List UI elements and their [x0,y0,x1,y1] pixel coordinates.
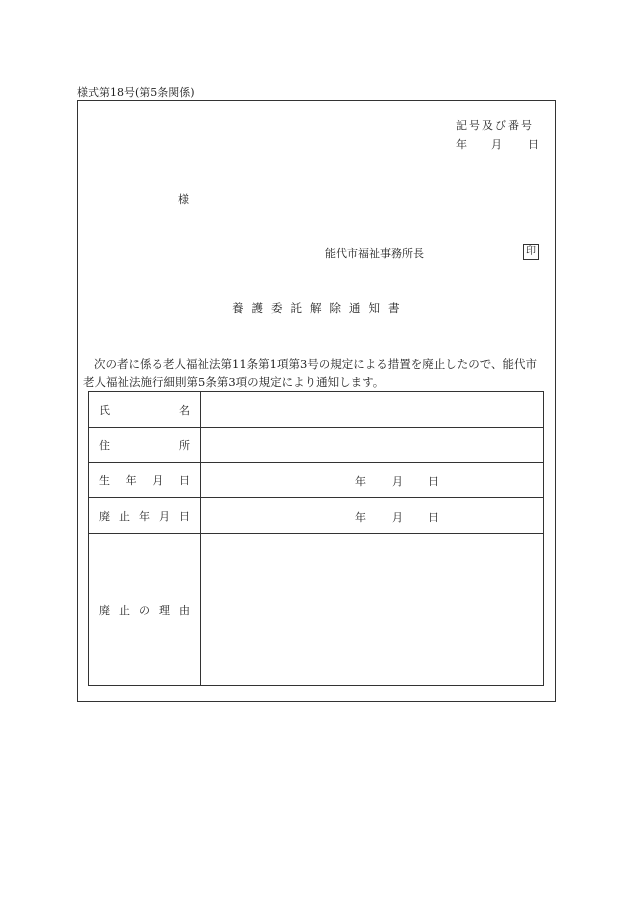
birth-date-month: 月 [392,475,403,488]
label-char: 理 [159,603,170,617]
label-char: 止 [119,509,130,523]
abolition-date-day: 日 [428,510,439,524]
label-cell-name [89,392,201,427]
value-cell-address[interactable] [201,428,543,462]
label-char: 月 [152,474,164,487]
label-char: 月 [159,509,170,523]
label-char: 年 [139,509,150,523]
value-cell-abolition-reason[interactable] [201,534,543,685]
issue-date-year: 年 [456,138,467,151]
value-cell-birth-date[interactable] [201,463,543,497]
seal-mark: 印 [523,244,539,260]
record-number-label: 記号及び番号 [456,119,534,132]
label-birth-date [99,472,190,488]
label-name [99,402,190,418]
table-row-abolition-reason [89,534,543,685]
body-text [83,355,553,391]
sender-name: 能代市福祉事務所長 [325,247,424,260]
label-char: 止 [119,603,130,617]
label-char: 日 [178,474,190,487]
birth-date-day: 日 [428,475,439,488]
issue-date-month: 月 [491,138,502,151]
body-text-line-2: 老人福祉法施行細則第5条第3項の規定により通知します。 [83,375,385,389]
abolition-date-year: 年 [355,510,366,524]
abolition-date-month: 月 [392,510,403,524]
value-cell-name[interactable] [201,392,543,427]
table-row-address [89,428,543,463]
label-char: 所 [179,439,190,452]
label-cell-birth-date [89,463,201,497]
label-char: 廃 [99,509,110,523]
label-char: の [139,603,150,617]
label-abolition-reason [99,602,190,618]
table-row-abolition-date [89,498,543,534]
label-cell-abolition-date [89,498,201,533]
body-text-line-1: 次の者に係る老人福祉法第11条第1項第3号の規定による措置を廃止したので、能代市 [94,357,538,371]
info-table [88,391,544,686]
label-address [99,437,190,453]
label-char: 住 [99,439,110,452]
issue-date-day: 日 [528,138,539,151]
abolition-date-blank [201,509,543,523]
label-char: 生 [99,474,110,487]
birth-date-year: 年 [355,475,366,488]
addressee-honorific: 様 [178,193,189,206]
form-number: 様式第18号(第5条関係) [77,86,195,99]
table-row-name [89,392,543,428]
label-char: 廃 [99,603,110,617]
label-cell-abolition-reason [89,534,201,685]
label-char: 氏 [99,403,110,417]
table-row-birth-date [89,463,543,498]
label-char: 年 [125,474,137,487]
label-char: 日 [179,509,190,523]
label-abolition-date [99,508,190,524]
document-title: 養護委託解除通知書 [232,301,408,315]
label-char: 由 [179,603,190,617]
label-char: 名 [179,403,190,417]
label-cell-address [89,428,201,462]
birth-date-blank [201,473,543,487]
value-cell-abolition-date[interactable] [201,498,543,533]
